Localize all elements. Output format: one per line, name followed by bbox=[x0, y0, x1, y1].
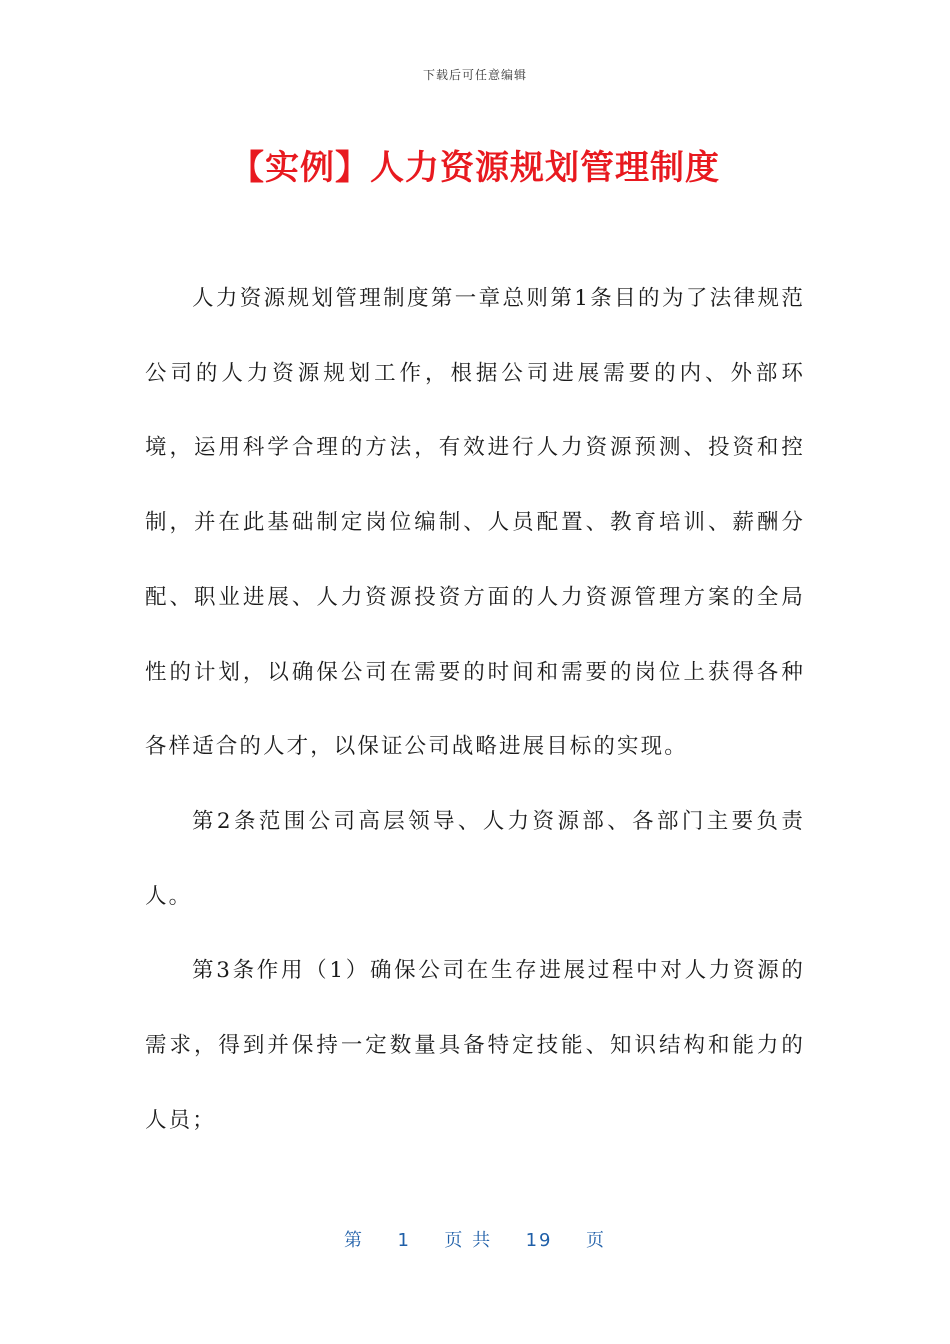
paragraph-article-2: 第2条范围公司高层领导、人力资源部、各部门主要负责人。 bbox=[145, 808, 805, 909]
document-title: 【实例】人力资源规划管理制度 bbox=[230, 148, 720, 188]
footer-suffix: 页 bbox=[585, 1230, 606, 1251]
current-page-number: 1 bbox=[397, 1230, 411, 1251]
header-note: 下载后可任意编辑 bbox=[422, 68, 527, 82]
footer-middle: 页 共 bbox=[444, 1230, 493, 1251]
paragraph-article-1: 人力资源规划管理制度第一章总则第1条目的为了法律规范公司的人力资源规划工作，根据公司进展需要的内、外部环境，运用科学合理的方法，有效进行人力资源预测、投资和控制，并在此基础制定岗位编制、人员配置、教育培训、薪酬分配、职业进展、人力资源投资方面的人力资源管理方案的全局性的计划，以确保公司在需要的时间和需要的岗位上获得各种各样适合的人才，以保证公司战略进展目标的实现。 bbox=[145, 286, 805, 760]
document-body bbox=[145, 262, 805, 1158]
footer-prefix: 第 bbox=[344, 1230, 365, 1251]
total-pages-number: 19 bbox=[525, 1230, 553, 1251]
page-footer bbox=[0, 1226, 950, 1252]
paragraph-article-3: 第3条作用（1）确保公司在生存进展过程中对人力资源的需求，得到并保持一定数量具备特定技能、知识结构和能力的人员； bbox=[145, 958, 805, 1133]
